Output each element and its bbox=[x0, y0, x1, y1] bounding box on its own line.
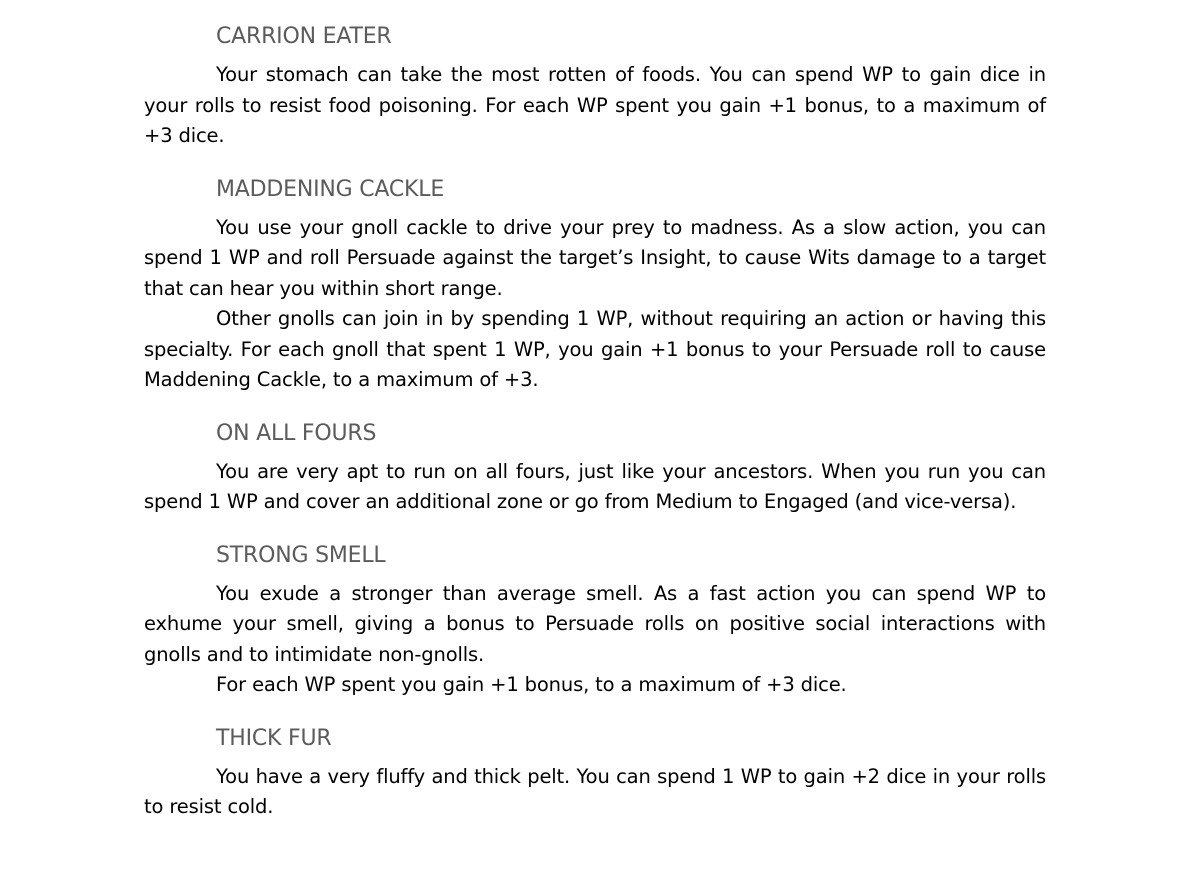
section-paragraph: You use your gnoll cackle to drive your prey to madness. As a slow action, you can spend 1 WP and roll Persuade against the target’s Insight, to cause Wits damage to a target that can hear you within short range. bbox=[144, 215, 1046, 300]
section-heading: THICK FUR bbox=[216, 725, 332, 751]
section-heading: CARRION EATER bbox=[216, 24, 392, 49]
section-spacer bbox=[144, 396, 1046, 417]
section-maddening-cackle bbox=[144, 173, 1046, 396]
section-paragraph: For each WP spent you gain +1 bonus, to a maximum of +3 dice. bbox=[216, 673, 847, 696]
section-strong-smell bbox=[144, 539, 1046, 701]
section-heading: ON ALL FOURS bbox=[216, 420, 377, 446]
section-paragraph: Other gnolls can join in by spending 1 WP, without requiring an action or having this specialty. For each gnoll that spent 1 WP, you gain +1 bonus to your Persuade roll to cause Maddening Cackle, to a maximum of +3. bbox=[144, 307, 1046, 391]
section-spacer bbox=[144, 152, 1046, 173]
section-thick-fur bbox=[144, 722, 1046, 823]
section-heading: MADDENING CACKLE bbox=[216, 176, 445, 202]
section-paragraph: You have a very fluffy and thick pelt. You can spend 1 WP to gain +2 dice in your rolls to resist cold. bbox=[144, 764, 1046, 818]
section-carrion-eater bbox=[144, 20, 1046, 152]
section-paragraph: You exude a stronger than average smell. As a fast action you can spend WP to exhume your smell, giving a bonus to Persuade rolls on positive social interactions with gnolls and to intimidate non-gnolls. bbox=[144, 581, 1046, 666]
document-page bbox=[144, 20, 1046, 823]
section-spacer bbox=[144, 701, 1046, 722]
section-on-all-fours bbox=[144, 417, 1046, 518]
section-heading: STRONG SMELL bbox=[216, 542, 386, 568]
section-spacer bbox=[144, 518, 1046, 539]
section-paragraph: You are very apt to run on all fours, just like your ancestors. When you run you can spend 1 WP and cover an additional zone or go from Medium to Engaged (and vice-versa). bbox=[144, 459, 1046, 513]
section-paragraph: Your stomach can take the most rotten of foods. You can spend WP to gain dice in your rolls to resist food poisoning. For each WP spent you gain +1 bonus, to a maximum of +3 dice. bbox=[144, 63, 1046, 147]
